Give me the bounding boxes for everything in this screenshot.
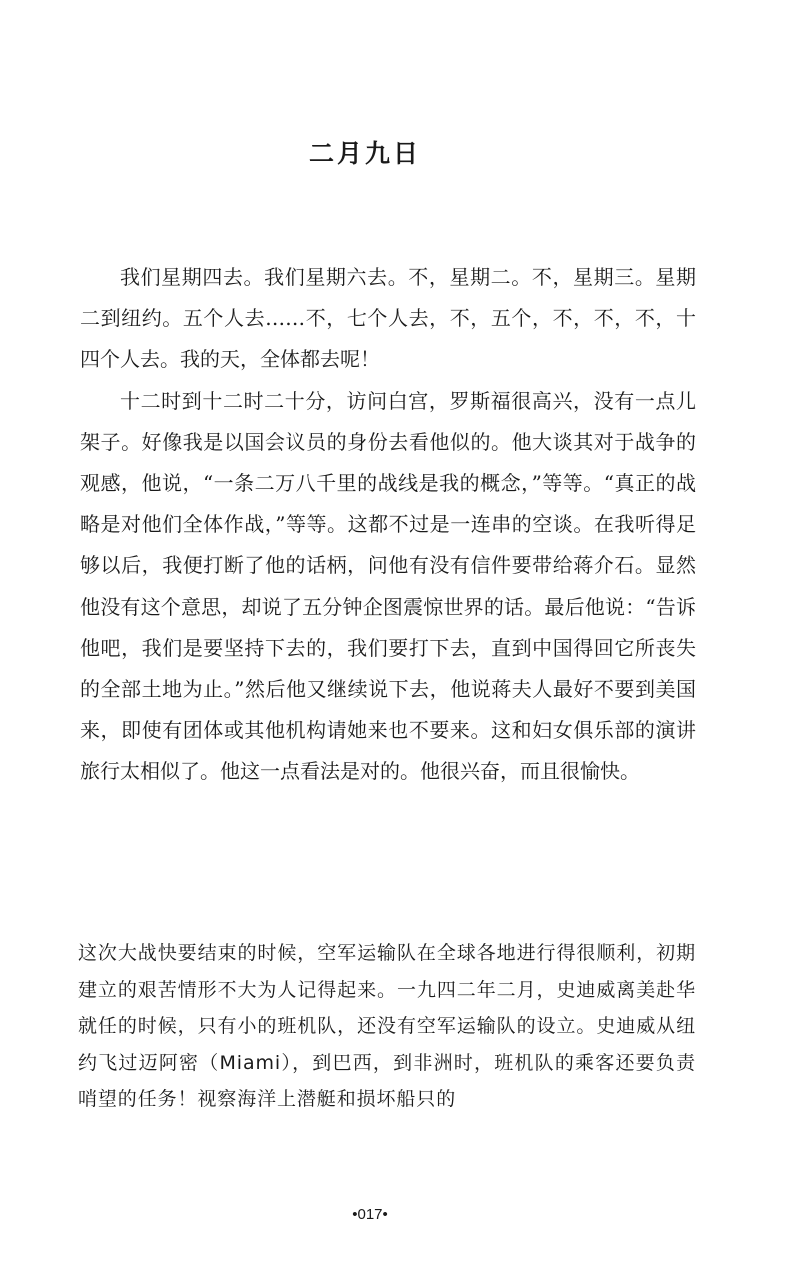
diary-paragraph: 十二时到十二时二十分，访问白宫，罗斯福很高兴，没有一点儿架子。好像我是以国会议员的身份去看他似的。他大谈其对于战争的观感，他说，“一条二万八千里的战线是我的概念，”等等。“真正的战略是对他们全体作战，”等等。这都不过是一连串的空谈。在我听得足够以后，我便打断了他的话柄，问他有没有信件要带给蒋介石。显然他没有这个意思，却说了五分钟企图震惊世界的话。最后他说：“告诉他吧，我们是要坚持下去的，我们要打下去，直到中国得回它所丧失的全部土地为止。”然后他又继续说下去，他说蒋夫人最好不要到美国来，即使有团体或其他机构请她来也不要来。这和妇女俱乐部的演讲旅行太相似了。他这一点看法是对的。他很兴奋，而且很愉快。 <box>80 388 696 784</box>
diary-entry <box>80 257 696 793</box>
page-number: •017• <box>352 1206 388 1223</box>
narrative-paragraph: 这次大战快要结束的时候，空军运输队在全球各地进行得很顺利，初期建立的艰苦情形不大为人记得起来。一九四二年二月，史迪威离美赴华就任的时候，只有小的班机队，还没有空军运输队的设立。史迪威从纽约飞过迈阿密（Miami），到巴西，到非洲时，班机队的乘客还要负责哨望的任务！视察海洋上潜艇和损坏船只的 <box>78 942 696 1110</box>
diary-paragraph: 我们星期四去。我们星期六去。不，星期二。不，星期三。星期二到纽约。五个人去……不，七个人去，不，五个，不，不，不，十四个人去。我的天，全体都去呢！ <box>80 265 696 372</box>
chapter-title: 二月九日 <box>308 139 421 168</box>
narrative-text <box>78 935 696 1118</box>
